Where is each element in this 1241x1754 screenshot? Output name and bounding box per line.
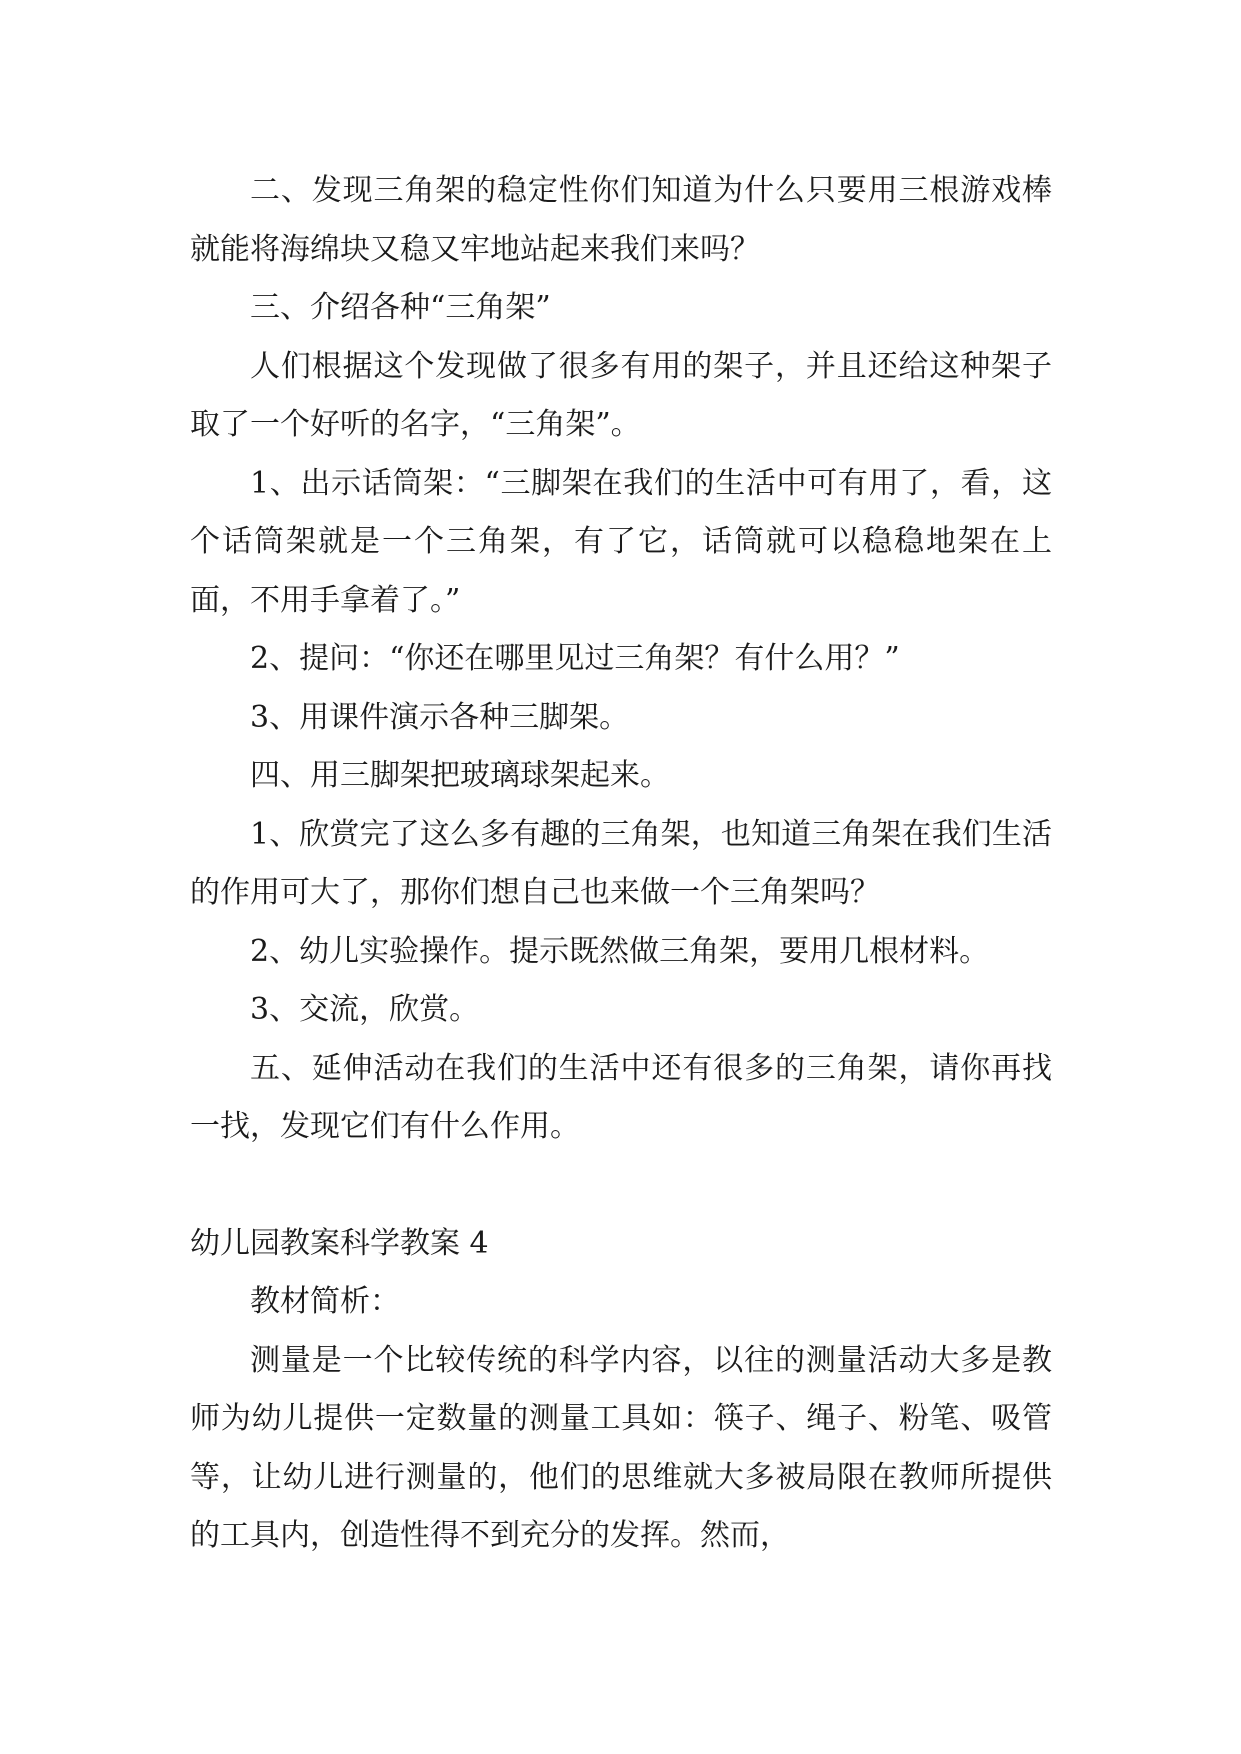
paragraph: 三、介绍各种“三角架” xyxy=(250,290,551,325)
paragraph: 测量是一个比较传统的科学内容，以往的测量活动大多是教师为幼儿提供一定数量的测量工具如：筷子、绳子、粉笔、吸管等，让幼儿进行测量的，他们的思维就大多被局限在教师所提供的工具内，创造性得不到充分的发挥。然而， xyxy=(190,1342,1052,1553)
paragraph: 2、幼儿实验操作。提示既然做三角架，要用几根材料。 xyxy=(250,933,990,969)
paragraph: 教材简析： xyxy=(250,1284,400,1319)
paragraph: 四、用三脚架把玻璃球架起来。 xyxy=(250,758,670,793)
paragraph: 1、欣赏完了这么多有趣的三角架，也知道三角架在我们生活的作用可大了，那你们想自己也来做一个三角架吗？ xyxy=(190,816,1052,910)
section-title: 幼儿园教案科学教案 4 xyxy=(190,1225,489,1261)
paragraph: 1、出示话筒架：“三脚架在我们的生活中可有用了，看，这个话筒架就是一个三角架，有了它，话筒就可以稳稳地架在上面，不用手拿着了。” xyxy=(190,465,1052,618)
paragraph: 3、交流，欣赏。 xyxy=(250,992,480,1027)
paragraph: 五、延伸活动在我们的生活中还有很多的三角架，请你再找一找，发现它们有什么作用。 xyxy=(190,1050,1052,1144)
paragraph: 3、用课件演示各种三脚架。 xyxy=(250,699,630,735)
paragraph: 二、发现三角架的稳定性你们知道为什么只要用三根游戏棒就能将海绵块又稳又牢地站起来我们来吗？ xyxy=(190,173,1052,267)
paragraph: 人们根据这个发现做了很多有用的架子，并且还给这种架子取了一个好听的名字，“三角架”。 xyxy=(190,348,1052,442)
paragraph: 2、提问：“你还在哪里见过三角架？有什么用？” xyxy=(250,641,900,676)
document-body xyxy=(190,162,1052,1566)
